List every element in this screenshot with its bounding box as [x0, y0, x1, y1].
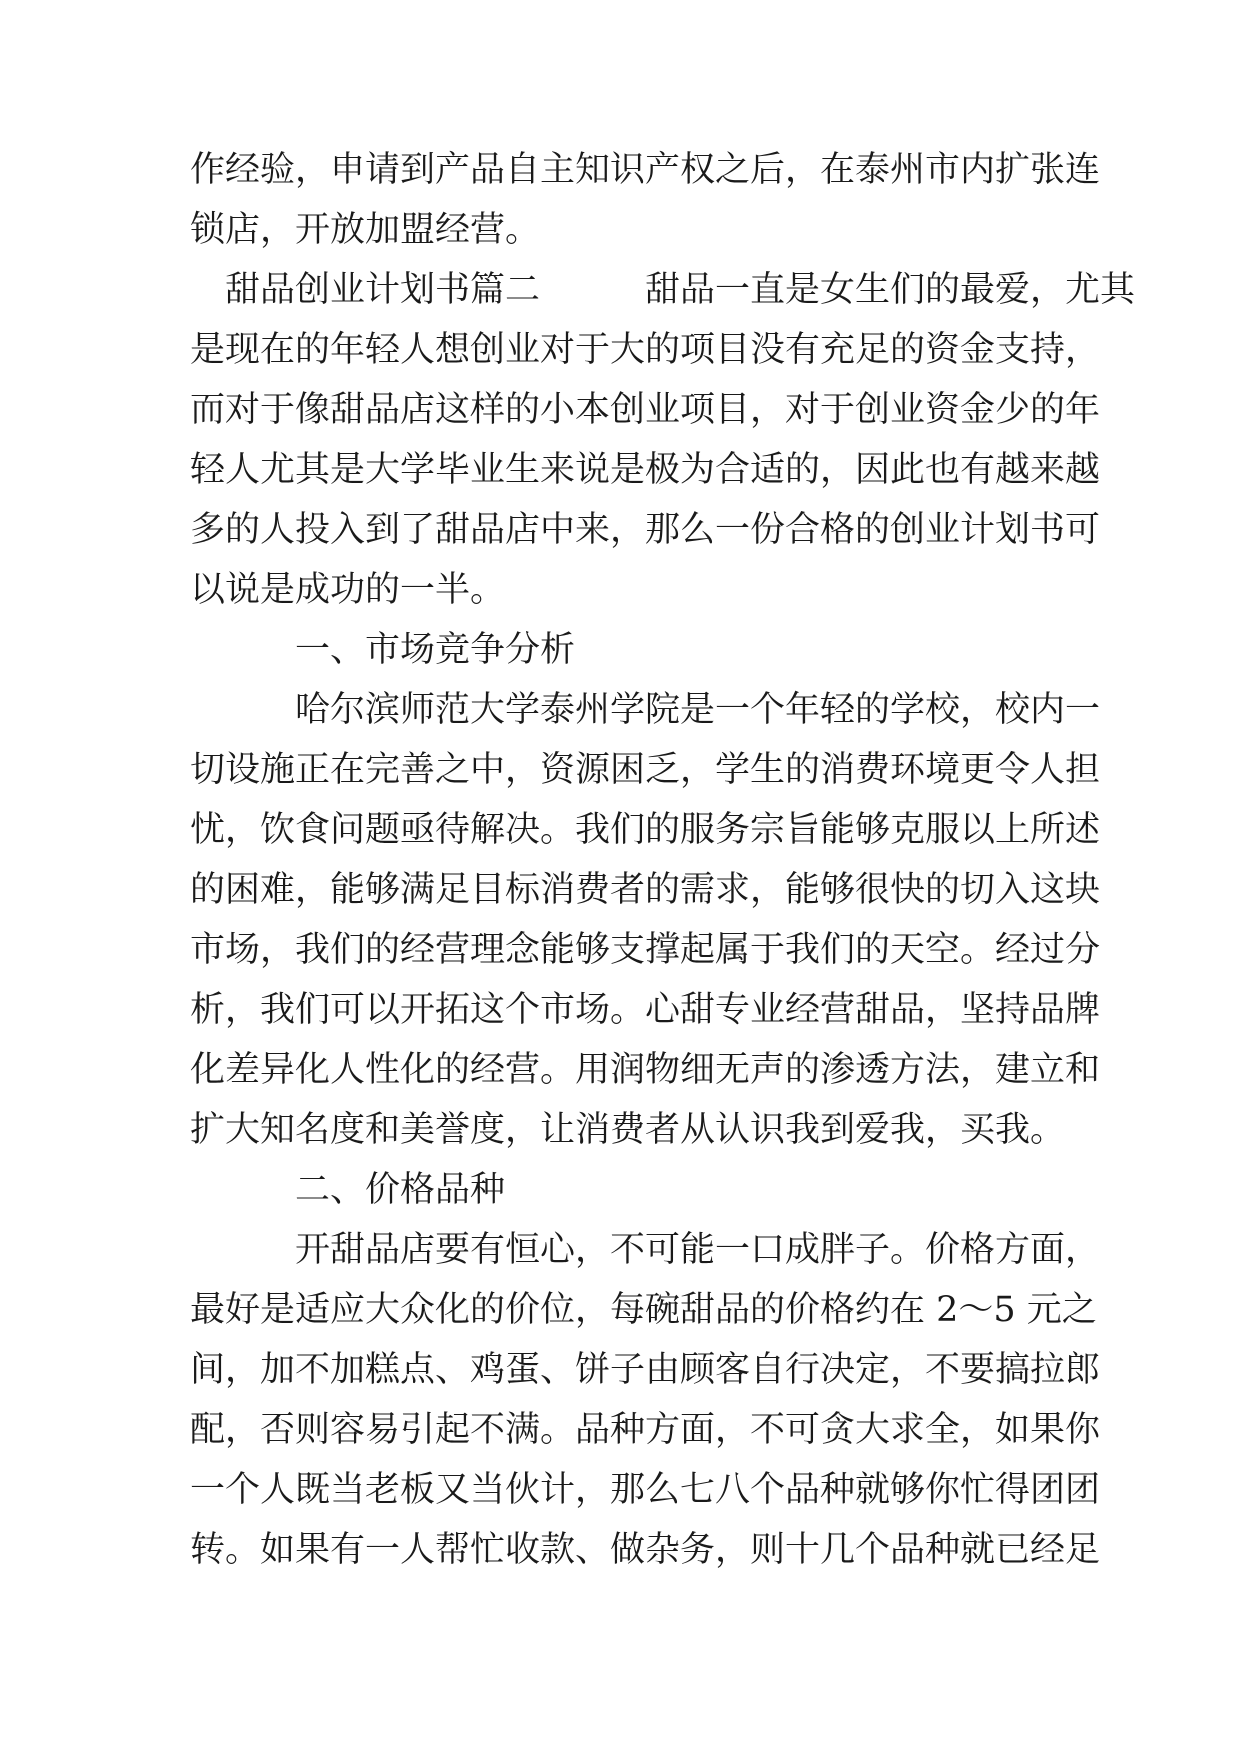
text-line: 锁店，开放加盟经营。	[190, 210, 541, 250]
text-line: 的困难，能够满足目标消费者的需求，能够很快的切入这块	[190, 870, 1101, 910]
section-heading: 一、市场竞争分析	[190, 630, 576, 670]
text-line: 化差异化人性化的经营。用润物细无声的渗透方法，建立和	[190, 1050, 1101, 1090]
text-line: 扩大知名度和美誉度，让消费者从认识我到爱我，买我。	[190, 1110, 1066, 1150]
section-heading: 二、价格品种	[190, 1170, 506, 1210]
text-line: 间，加不加糕点、鸡蛋、饼子由顾客自行决定，不要搞拉郎	[190, 1350, 1101, 1390]
text-line: 作经验，申请到产品自主知识产权之后，在泰州市内扩张连	[190, 150, 1101, 190]
text-line: 轻人尤其是大学毕业生来说是极为合适的，因此也有越来越	[190, 450, 1101, 490]
text-line: 最好是适应大众化的价位，每碗甜品的价格约在 2～5 元之	[190, 1290, 1097, 1330]
text-line: 甜品创业计划书篇二 甜品一直是女生们的最爱，尤其	[190, 270, 1136, 310]
text-line: 多的人投入到了甜品店中来，那么一份合格的创业计划书可	[190, 510, 1101, 550]
text-line: 转。如果有一人帮忙收款、做杂务，则十几个品种就已经足	[190, 1530, 1101, 1570]
text-line: 而对于像甜品店这样的小本创业项目，对于创业资金少的年	[190, 390, 1101, 430]
text-line: 一个人既当老板又当伙计，那么七八个品种就够你忙得团团	[190, 1470, 1101, 1510]
text-line: 忧，饮食问题亟待解决。我们的服务宗旨能够克服以上所述	[190, 810, 1101, 850]
text-line: 是现在的年轻人想创业对于大的项目没有充足的资金支持，	[190, 330, 1101, 370]
text-line: 开甜品店要有恒心，不可能一口成胖子。价格方面，	[190, 1230, 1101, 1270]
text-line: 市场，我们的经营理念能够支撑起属于我们的天空。经过分	[190, 930, 1101, 970]
text-line: 析，我们可以开拓这个市场。心甜专业经营甜品，坚持品牌	[190, 990, 1101, 1030]
text-line: 切设施正在完善之中，资源困乏，学生的消费环境更令人担	[190, 750, 1101, 790]
text-line: 哈尔滨师范大学泰州学院是一个年轻的学校，校内一	[190, 690, 1101, 730]
text-line: 配，否则容易引起不满。品种方面，不可贪大求全，如果你	[190, 1410, 1101, 1450]
text-line: 以说是成功的一半。	[190, 570, 506, 610]
